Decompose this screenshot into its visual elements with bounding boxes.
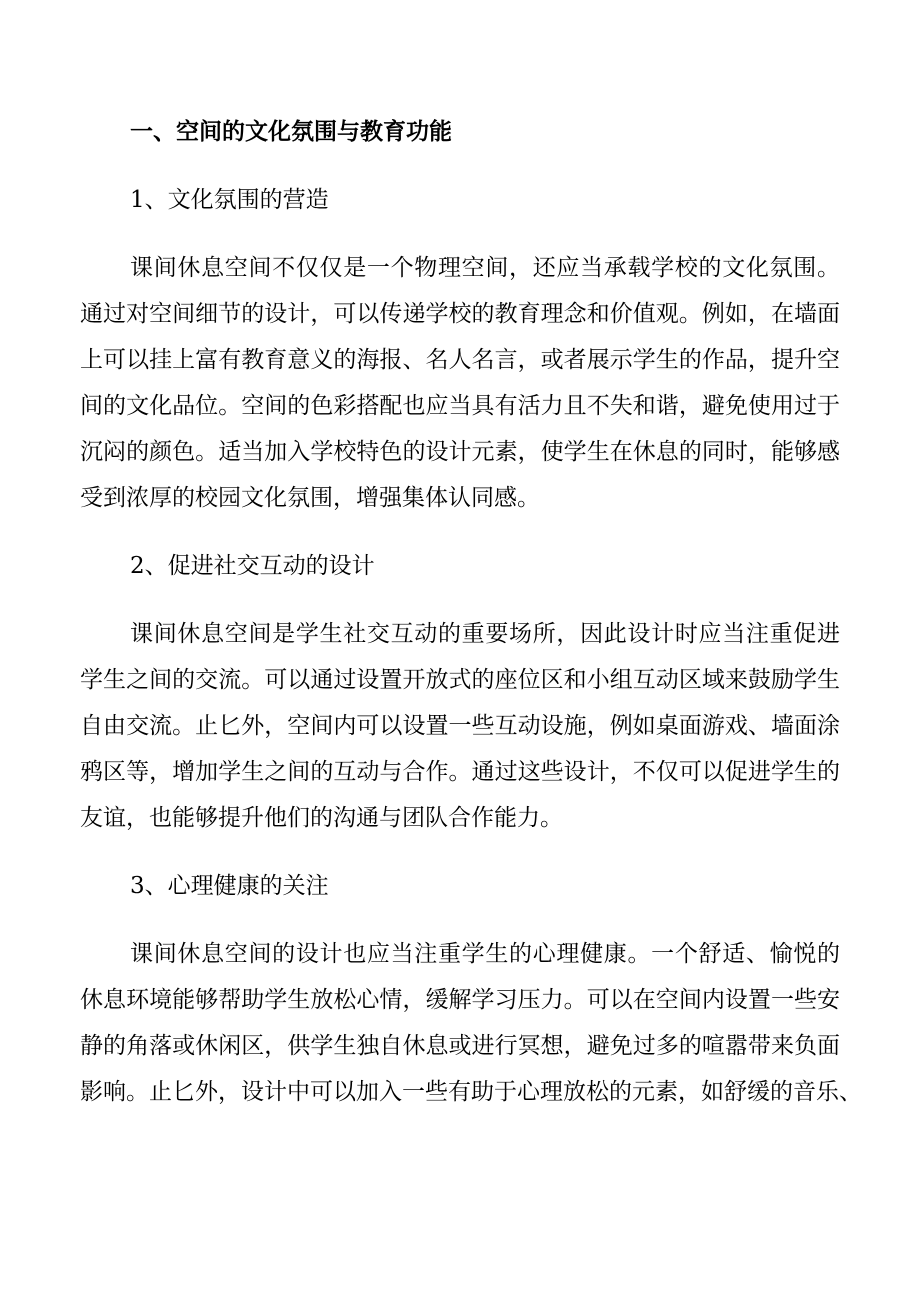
paragraph-line: 学生之间的交流。可以通过设置开放式的座位区和小组互动区域来鼓励学生 <box>80 667 840 693</box>
document-body <box>80 109 862 1137</box>
paragraph-line: 自由交流。止匕外，空间内可以设置一些互动设施，例如桌面游戏、墙面涂 <box>80 713 840 739</box>
paragraph-line: 课间休息空间不仅仅是一个物理空间，还应当承载学校的文化氛围。 <box>130 255 840 281</box>
paragraph-line: 受到浓厚的校园文化氛围，增强集体认同感。 <box>80 485 540 511</box>
paragraph-line: 鸦区等，增加学生之间的互动与合作。通过这些设计，不仅可以促进学生的 <box>80 759 840 785</box>
paragraph-line: 影响。止匕外，设计中可以加入一些有助于心理放松的元素，如舒缓的音乐、 <box>80 1079 862 1105</box>
section-title: 一、空间的文化氛围与教育功能 <box>130 119 452 145</box>
subsection-title-3: 3、心理健康的关注 <box>130 873 329 899</box>
paragraph-line: 间的文化品位。空间的色彩搭配也应当具有活力且不失和谐，避免使用过于 <box>80 393 840 419</box>
paragraph-line: 沉闷的颜色。适当加入学校特色的设计元素，使学生在休息的同时，能够感 <box>80 439 840 465</box>
paragraph-line: 上可以挂上富有教育意义的海报、名人名言，或者展示学生的作品，提升空 <box>80 347 840 373</box>
paragraph-line: 友谊，也能够提升他们的沟通与团队合作能力。 <box>80 805 563 831</box>
paragraph-1 <box>80 245 840 521</box>
paragraph-3 <box>80 931 862 1115</box>
subsection-title-1: 1、文化氛围的营造 <box>130 187 329 213</box>
paragraph-line: 课间休息空间的设计也应当注重学生的心理健康。一个舒适、愉悦的 <box>130 941 840 967</box>
subsection-title-2: 2、促进社交互动的设计 <box>130 553 375 579</box>
paragraph-line: 课间休息空间是学生社交互动的重要场所，因此设计时应当注重促进 <box>130 621 840 647</box>
paragraph-line: 静的角落或休闲区，供学生独自休息或进行冥想，避免过多的喧嚣带来负面 <box>80 1033 840 1059</box>
paragraph-line: 休息环境能够帮助学生放松心情，缓解学习压力。可以在空间内设置一些安 <box>80 987 840 1013</box>
paragraph-line: 通过对空间细节的设计，可以传递学校的教育理念和价值观。例如，在墙面 <box>80 301 840 327</box>
paragraph-2 <box>80 611 840 841</box>
